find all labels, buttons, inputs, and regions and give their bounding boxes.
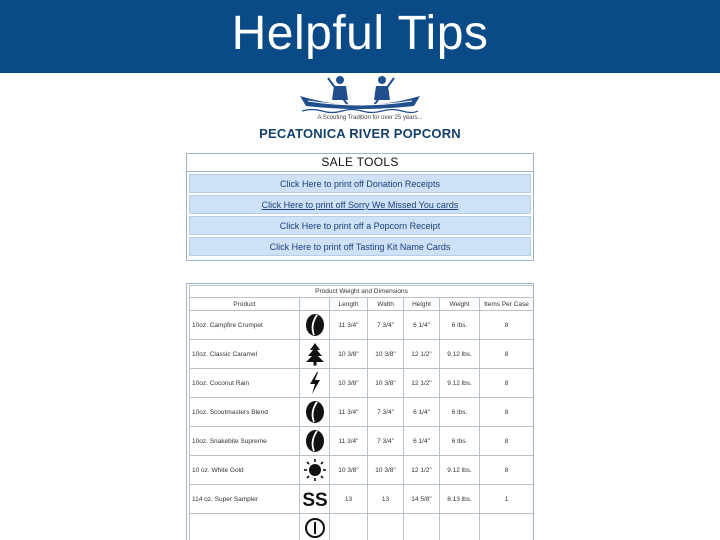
page-title: Helpful Tips [231,7,489,60]
product-weight: 6 lbs. [440,427,480,456]
svg-text:SS: SS [302,490,328,511]
coffee-bean-icon [304,400,326,424]
product-weight: 8.13 lbs. [440,485,480,514]
product-height: 14 5/8" [404,485,440,514]
product-length: 10 3/8" [330,340,368,369]
table-row [190,456,534,485]
brand-tagline: A Scouting Tradition for over 25 years... [317,115,423,121]
product-name: 10oz. Snakebite Supreme [190,427,300,456]
sorry-we-missed-you-link[interactable]: Click Here to print off Sorry We Missed You cards [189,195,531,214]
table-row [190,311,534,340]
product-height: 12 1/2" [404,340,440,369]
product-width: 10 3/8" [368,369,404,398]
product-items-per-case: 8 [480,311,534,340]
product-length: 13 [330,485,368,514]
product-name: 10oz. Scoutmasters Blend [190,398,300,427]
product-weight: 9.12 lbs. [440,369,480,398]
pine-tree-icon [304,342,326,366]
table-row [190,427,534,456]
coffee-bean-icon [304,429,326,453]
product-height: 12 1/2" [404,456,440,485]
product-width: 7 3/4" [368,311,404,340]
product-items-per-case: 8 [480,340,534,369]
header-height: Height [404,298,440,311]
product-width: 7 3/4" [368,427,404,456]
product-table-panel [186,283,534,540]
product-width: 13 [368,485,404,514]
product-items-per-case: 8 [480,398,534,427]
header-length: Length [330,298,368,311]
product-dimensions-table [189,285,534,540]
coffee-bean-icon [304,313,326,337]
product-height: 6 1/4" [404,398,440,427]
product-width: 7 3/4" [368,398,404,427]
product-weight: 9.12 lbs. [440,340,480,369]
table-row-partial [190,514,534,540]
product-weight: 6 lbs. [440,398,480,427]
title-bar [0,0,720,73]
product-length: 10 3/8" [330,369,368,398]
product-length: 11 3/4" [330,398,368,427]
sale-tools-header: SALE TOOLS [187,154,533,172]
header-icon [300,298,330,311]
product-name: 10oz. Campfire Crumpet [190,311,300,340]
plus-circle-icon [304,516,326,540]
table-caption: Product Weight and Dimensions [190,286,534,298]
sale-tools-panel [186,153,534,261]
header-width: Width [368,298,404,311]
table-row [190,340,534,369]
product-items-per-case: 8 [480,456,534,485]
product-name: 114 oz. Super Sampler [190,485,300,514]
lightning-icon [304,371,326,395]
product-length: 10 3/8" [330,456,368,485]
product-height: 12 1/2" [404,369,440,398]
header-items-per-case: Items Per Case [480,298,534,311]
product-width: 10 3/8" [368,340,404,369]
product-items-per-case: 8 [480,369,534,398]
canoe-logo [298,74,422,114]
popcorn-receipt-link[interactable]: Click Here to print off a Popcorn Receipt [189,216,531,235]
product-name: 10oz. Classic Caramel [190,340,300,369]
donation-receipts-link[interactable]: Click Here to print off Donation Receipts [189,174,531,193]
table-row [190,485,534,514]
product-height: 6 1/4" [404,311,440,340]
sun-icon [304,458,326,482]
product-width: 10 3/8" [368,456,404,485]
table-header-row [190,298,534,311]
product-length: 11 3/4" [330,311,368,340]
brand-name: PECATONICA RIVER POPCORN [259,126,461,141]
product-height: 6 1/4" [404,427,440,456]
product-length: 11 3/4" [330,427,368,456]
table-row [190,369,534,398]
product-items-per-case: 8 [480,427,534,456]
product-name: 10 oz. White Gold [190,456,300,485]
tasting-kit-cards-link[interactable]: Click Here to print off Tasting Kit Name Cards [189,237,531,256]
product-weight: 6 lbs. [440,311,480,340]
product-name: 10oz. Coconut Rain [190,369,300,398]
header-product: Product [190,298,300,311]
product-weight: 9.12 lbs. [440,456,480,485]
ss-text-icon [302,487,328,511]
product-items-per-case: 1 [480,485,534,514]
table-row [190,398,534,427]
header-weight: Weight [440,298,480,311]
